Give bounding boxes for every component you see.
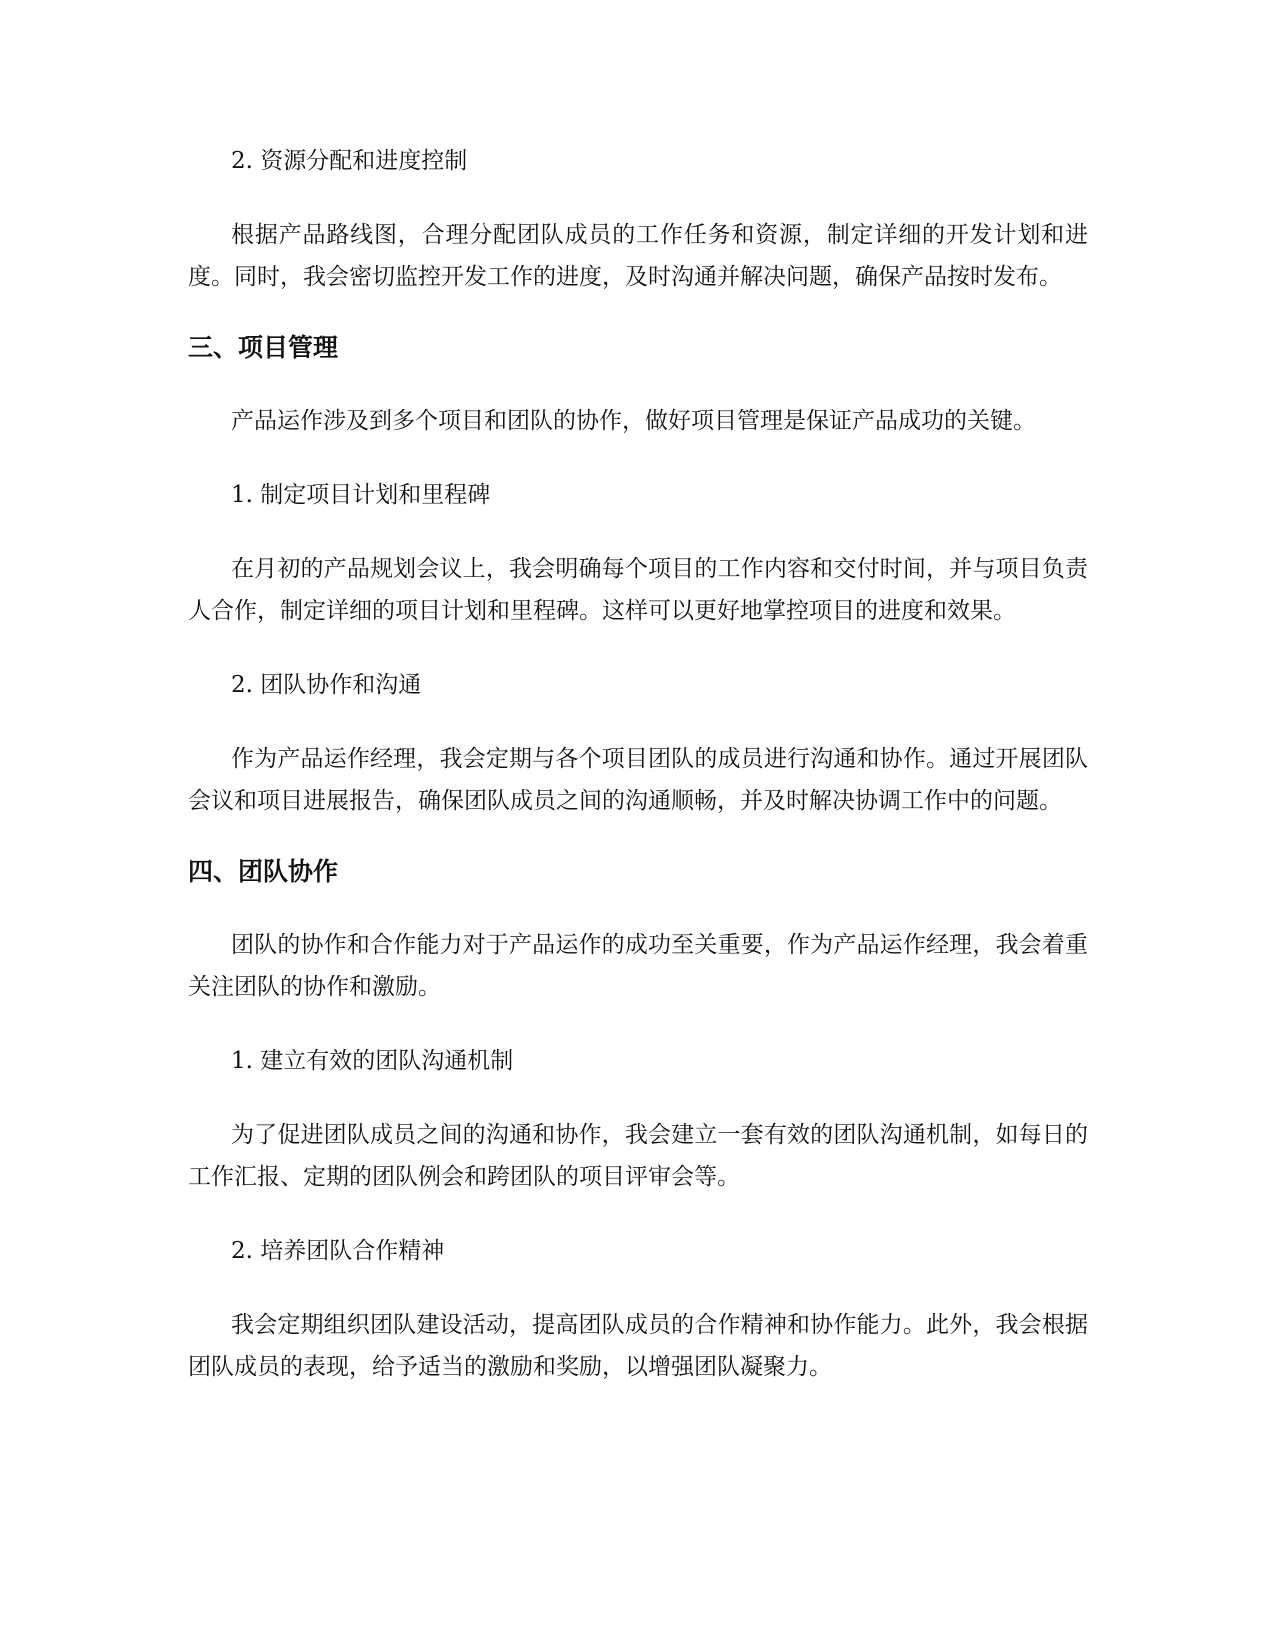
- paragraph-resource-allocation: 根据产品路线图，合理分配团队成员的工作任务和资源，制定详细的开发计划和进度。同时，我会密切监控开发工作的进度，及时沟通并解决问题，确保产品按时发布。: [188, 222, 1088, 290]
- paragraph-project-plan: 在月初的产品规划会议上，我会明确每个项目的工作内容和交付时间，并与项目负责人合作，制定详细的项目计划和里程碑。这样可以更好地掌控项目的进度和效果。: [188, 556, 1088, 624]
- section-heading-team-collaboration: 四、团队协作: [188, 857, 339, 886]
- document-body: [188, 140, 1088, 1420]
- paragraph-team-communication: 作为产品运作经理，我会定期与各个项目团队的成员进行沟通和协作。通过开展团队会议和项目进展报告，确保团队成员之间的沟通顺畅，并及时解决协调工作中的问题。: [188, 746, 1088, 814]
- paragraph-project-management-intro: 产品运作涉及到多个项目和团队的协作，做好项目管理是保证产品成功的关键。: [231, 408, 1036, 434]
- subheading-communication-mechanism: 1. 建立有效的团队沟通机制: [231, 1048, 514, 1074]
- subheading-resource-allocation: 2. 资源分配和进度控制: [231, 148, 468, 174]
- section-heading-project-management: 三、项目管理: [188, 333, 339, 362]
- subheading-team-communication: 2. 团队协作和沟通: [231, 672, 422, 698]
- paragraph-team-collaboration-intro: 团队的协作和合作能力对于产品运作的成功至关重要，作为产品运作经理，我会着重关注团队的协作和激励。: [188, 932, 1088, 1000]
- subheading-project-plan: 1. 制定项目计划和里程碑: [231, 482, 491, 508]
- subheading-team-spirit: 2. 培养团队合作精神: [231, 1238, 445, 1264]
- paragraph-communication-mechanism: 为了促进团队成员之间的沟通和协作，我会建立一套有效的团队沟通机制，如每日的工作汇报、定期的团队例会和跨团队的项目评审会等。: [188, 1122, 1088, 1190]
- paragraph-team-spirit: 我会定期组织团队建设活动，提高团队成员的合作精神和协作能力。此外，我会根据团队成员的表现，给予适当的激励和奖励，以增强团队凝聚力。: [188, 1312, 1088, 1380]
